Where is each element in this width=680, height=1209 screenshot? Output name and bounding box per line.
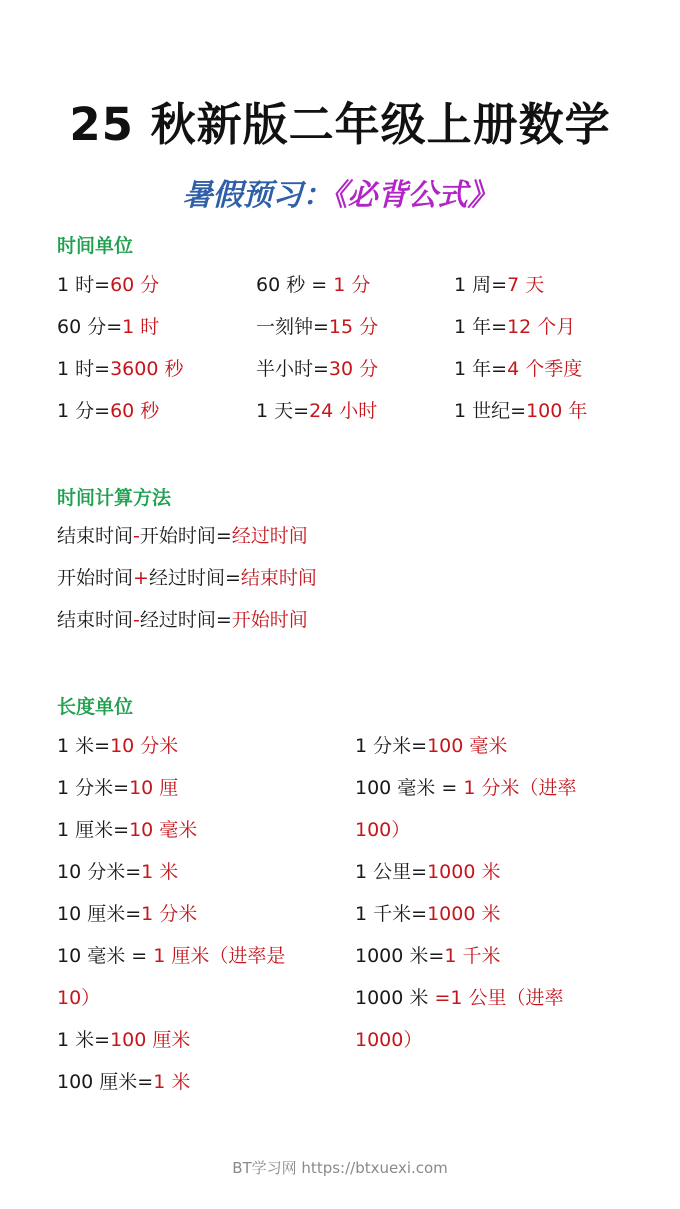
formula-part-op: - (133, 525, 140, 547)
length-unit-formula (355, 986, 564, 1010)
formula-result: 1 千米 (444, 945, 501, 967)
formula-part-a: 开始时间 (57, 567, 134, 589)
time-unit-formula (256, 273, 370, 297)
formula-result: 10） (57, 987, 101, 1009)
time-unit-formula (57, 273, 159, 297)
length-unit-formula (355, 860, 500, 884)
formula-result: 100 厘米 (110, 1029, 191, 1051)
length-unit-formula (355, 1028, 422, 1052)
page-title: 25 秋新版二年级上册数学 (69, 98, 611, 151)
formula-left-part: 1 千米= (355, 903, 428, 925)
formula-result: 1 米 (141, 861, 179, 883)
formula-left-part: 1 年= (454, 358, 508, 380)
formula-result: 7 天 (507, 274, 545, 296)
formula-part-r: 开始时间 (231, 609, 308, 631)
formula-result: 24 小时 (309, 400, 378, 422)
formula-left-part: 半小时= (256, 358, 329, 380)
formula-result: 10 厘 (129, 777, 179, 799)
time-unit-formula (57, 357, 183, 381)
formula-left-part: 1 世纪= (454, 400, 527, 422)
formula-result: 1 米 (153, 1071, 191, 1093)
subtitle-prefix: 暑假预习： (182, 178, 333, 213)
formula-result: 1 时 (122, 316, 160, 338)
formula-left-part: 1 年= (454, 316, 508, 338)
length-unit-formula (355, 818, 410, 842)
formula-left-part: 1 时= (57, 274, 111, 296)
formula-left-part: 1 分米= (57, 777, 130, 799)
time-unit-formula (256, 357, 378, 381)
formula-left-part: 60 秒 = (256, 274, 334, 296)
page-subtitle (0, 170, 680, 214)
formula-left-part: 10 厘米= (57, 903, 142, 925)
time-unit-formula (454, 315, 575, 339)
formula-result: 1 分 (333, 274, 371, 296)
time-unit-formula (57, 399, 159, 423)
formula-left-part: 1 分= (57, 400, 111, 422)
formula-result: 60 秒 (110, 400, 160, 422)
formula-left-part: 1 米= (57, 735, 111, 757)
section-heading-length-units: 长度单位 (57, 696, 134, 718)
formula-left-part: 100 厘米= (57, 1071, 154, 1093)
length-unit-formula (57, 902, 197, 926)
formula-left-part: 1 公里= (355, 861, 428, 883)
length-unit-formula (57, 818, 197, 842)
formula-part-op: - (133, 609, 140, 631)
formula-part-r: 经过时间 (231, 525, 308, 547)
time-unit-formula (256, 315, 378, 339)
formula-left-part: 1 周= (454, 274, 508, 296)
length-unit-formula (57, 860, 178, 884)
formula-left-part: 10 毫米 = (57, 945, 154, 967)
formula-left-part: 一刻钟= (256, 316, 329, 338)
formula-result: 100 毫米 (427, 735, 508, 757)
formula-left-part: 1 天= (256, 400, 310, 422)
formula-result: 1 分米 (141, 903, 198, 925)
length-unit-formula (57, 1070, 190, 1094)
formula-left-part: 100 毫米 = (355, 777, 464, 799)
formula-result: 1000 米 (427, 861, 501, 883)
formula-part-b: 经过时间= (139, 609, 232, 631)
length-unit-formula (355, 776, 576, 800)
formula-result: 12 个月 (507, 316, 576, 338)
formula-left-part: 1000 米= (355, 945, 445, 967)
formula-result: 100） (355, 819, 411, 841)
formula-result: 1000） (355, 1029, 423, 1051)
formula-part-a: 结束时间 (57, 609, 134, 631)
time-unit-formula (256, 399, 377, 423)
formula-left-part: 1 分米= (355, 735, 428, 757)
section-heading-time-calc: 时间计算方法 (57, 487, 172, 509)
formula-part-r: 结束时间 (240, 567, 317, 589)
time-unit-formula (57, 315, 159, 339)
length-unit-formula (355, 944, 500, 968)
formula-left-part: 1 厘米= (57, 819, 130, 841)
formula-part-a: 结束时间 (57, 525, 134, 547)
time-unit-formula (454, 273, 544, 297)
formula-left-part: 1 米= (57, 1029, 111, 1051)
formula-result: =1 公里（进率 (434, 987, 564, 1009)
section-heading-time-units: 时间单位 (57, 235, 134, 257)
footer-source: BT学习网 https://btxuexi.com (232, 1159, 448, 1177)
time-calc-formula (57, 608, 308, 632)
formula-result: 10 分米 (110, 735, 179, 757)
formula-result: 30 分 (328, 358, 379, 380)
time-unit-formula (454, 357, 582, 381)
length-unit-formula (57, 1028, 190, 1052)
formula-part-op: + (133, 567, 149, 589)
formula-result: 4 个季度 (507, 358, 583, 380)
length-unit-formula (57, 776, 178, 800)
time-calc-formula (57, 524, 308, 548)
length-unit-formula (57, 944, 285, 968)
formula-part-b: 开始时间= (139, 525, 232, 547)
formula-result: 1 分米（进率 (463, 777, 577, 799)
formula-result: 60 分 (110, 274, 160, 296)
formula-left-part: 1 时= (57, 358, 111, 380)
formula-result: 1 厘米（进率是 (153, 945, 286, 967)
length-unit-formula (57, 986, 100, 1010)
formula-left-part: 60 分= (57, 316, 123, 338)
formula-result: 100 年 (526, 400, 588, 422)
subtitle-emphasis: 《必背公式》 (332, 178, 498, 213)
formula-left-part: 1000 米 (355, 987, 435, 1009)
formula-result: 15 分 (328, 316, 379, 338)
length-unit-formula (355, 734, 507, 758)
time-unit-formula (454, 399, 587, 423)
formula-part-b: 经过时间= (148, 567, 241, 589)
time-calc-formula (57, 566, 317, 590)
length-unit-formula (57, 734, 178, 758)
formula-left-part: 10 分米= (57, 861, 142, 883)
formula-result: 3600 秒 (110, 358, 184, 380)
formula-result: 1000 米 (427, 903, 501, 925)
formula-result: 10 毫米 (129, 819, 198, 841)
length-unit-formula (355, 902, 500, 926)
